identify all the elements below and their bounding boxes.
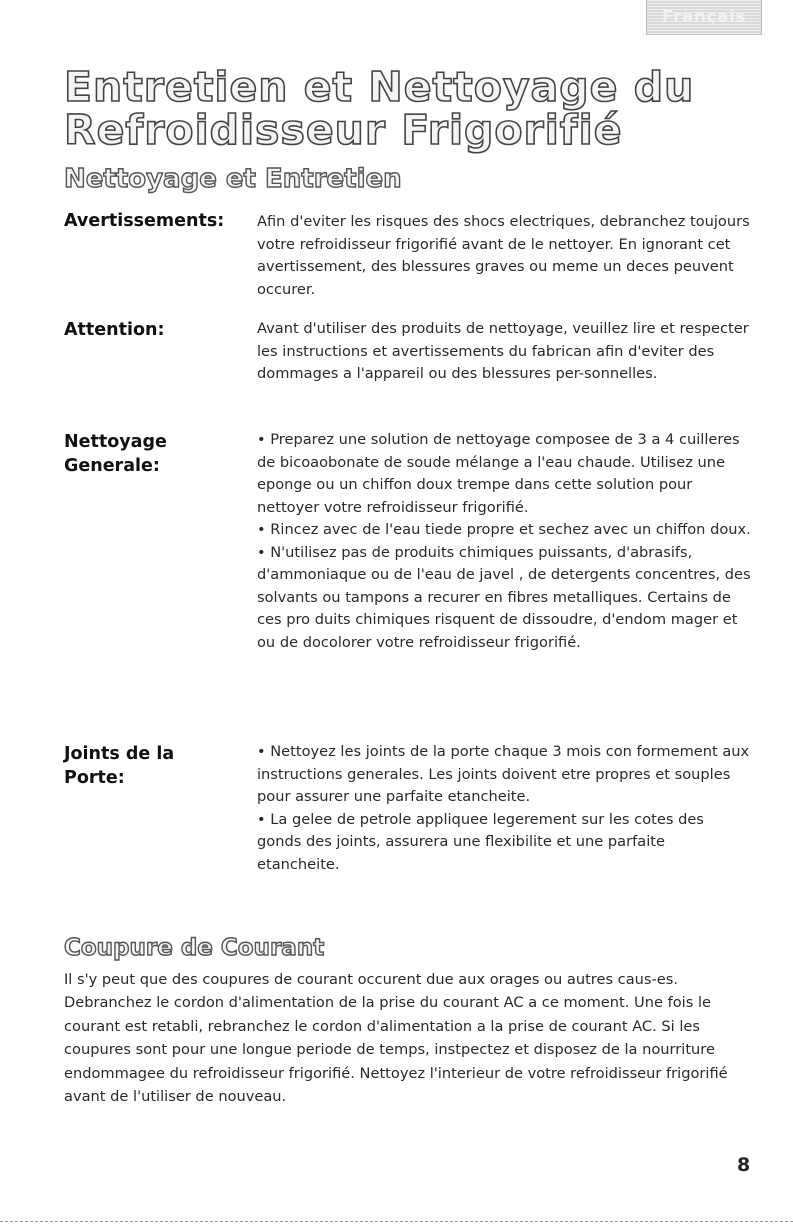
section-body-power-outage: Il s'y peut que des coupures de courant occurent due aux orages ou autres caus-es. Debranchez le cordon d'alimentation de la prise du courant AC a ce moment. Une fois le courant est retabli, rebranchez le cordon d'alimentation a la prise de courant AC. Si les coupures sont pour une longue periode de temps, instpectez et disposez de la nourriture endommagee du refroidisseur frigorifié. Nettoyez l'interieur de votre refroidisseur frigorifié avant de l'utiliser de nouveau. xyxy=(64,971,728,1106)
list-item: • Nettoyez les joints de la porte chaque 3 mois con formement aux instructions generales. Les joints doivent etre propres et souples pour assurer une parfaite etancheite. xyxy=(257,743,750,805)
section-body-general-cleaning xyxy=(257,429,751,654)
language-tab: Français xyxy=(646,0,762,35)
list-item: • Rincez avec de l'eau tiede propre et sechez avec un chiffon doux. xyxy=(257,521,751,538)
section-body-attention: Avant d'utiliser des produits de nettoyage, veuillez lire et respecter les instructions et avertissements du fabrican afin d'eviter des dommages a l'appareil ou des blessures per-sonnelles. xyxy=(257,320,749,382)
section-body-warnings: Afin d'eviter les risques des shocs electriques, debranchez toujours votre refroidisseur frigorifié avant de le nettoyer. En ignorant cet avertissement, des blessures graves ou meme un deces peuvent occurer. xyxy=(257,213,750,298)
list-item: • Preparez une solution de nettoyage composee de 3 a 4 cuilleres de bicoaobonate de soude mélange a l'eau chaude. Utilisez une eponge ou un chiffon doux trempe dans cette solution pour nettoyer votre refroidisseur frigorifié. xyxy=(257,431,740,516)
list-item: • La gelee de petrole appliquee legerement sur les cotes des gonds des joints, assurera une flexibilite et une parfaite etancheite. xyxy=(257,810,704,873)
section-label-warnings: Avertissements: xyxy=(64,211,225,231)
section-label-door-seals: Joints de la Porte: xyxy=(64,744,175,788)
section-label-attention: Attention: xyxy=(64,320,165,340)
page-title-line-1: Entretien et Nettoyage du xyxy=(64,63,695,111)
page-number: 8 xyxy=(737,1154,751,1176)
section-label-general-cleaning: Nettoyage Generale: xyxy=(64,432,167,476)
page-title-line-2: Refroidisseur Frigorifié xyxy=(64,106,623,154)
page-title xyxy=(64,63,764,154)
section-title-power-outage: Coupure de Courant xyxy=(64,935,325,961)
list-item: • N'utilisez pas de produits chimiques puissants, d'abrasifs, d'ammoniaque ou de l'eau de javel , de detergents concentres, des solvants ou tampons a recurer en fibres metalliques. Certains de ces pro duits chimiques risquent de dissoudre, d'endom mager et ou de docolorer votre refroidisseur frigorifié. xyxy=(257,543,751,651)
section-body-door-seals xyxy=(257,741,751,876)
bottom-rule xyxy=(0,1221,793,1222)
page-subtitle: Nettoyage et Entretien xyxy=(64,164,402,194)
